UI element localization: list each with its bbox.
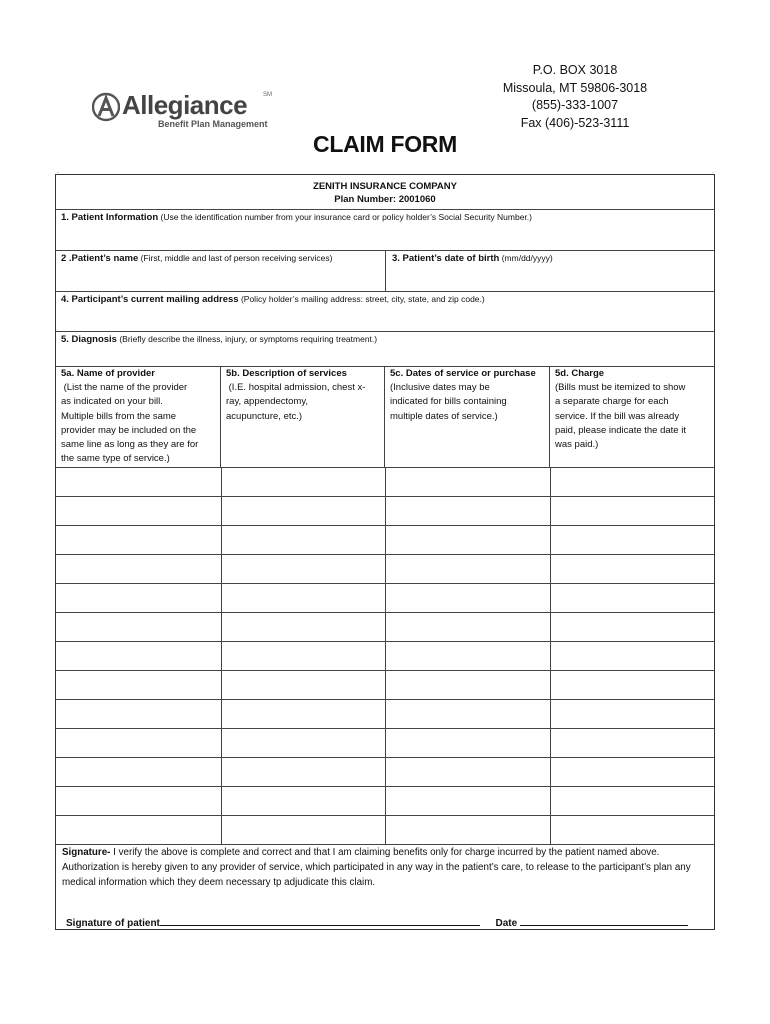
table-row: [56, 526, 714, 555]
column-note: Multiple bills from the same: [61, 410, 177, 422]
table-row: [56, 497, 714, 526]
description-cell[interactable]: [221, 497, 386, 525]
description-cell[interactable]: [221, 526, 386, 554]
charge-column-header: [550, 367, 714, 467]
provider-cell[interactable]: [56, 787, 222, 815]
provider-cell[interactable]: [56, 526, 222, 554]
table-row: [56, 700, 714, 729]
description-cell[interactable]: [221, 555, 386, 583]
patient-information-field[interactable]: [56, 210, 714, 251]
charge-cell[interactable]: [550, 497, 714, 525]
provider-cell[interactable]: [56, 816, 222, 844]
mailing-address: [475, 62, 675, 132]
description-cell[interactable]: [221, 729, 386, 757]
dates-cell[interactable]: [385, 787, 551, 815]
charge-cell[interactable]: [550, 816, 714, 844]
provider-cell[interactable]: [56, 700, 222, 728]
company-name: ZENITH INSURANCE COMPANY: [313, 181, 457, 192]
field-label: 5. Diagnosis: [61, 334, 117, 345]
column-note: multiple dates of service.): [390, 410, 498, 422]
field-hint: (Use the identification number from your insurance card or policy holder’s Social Security Number.): [160, 212, 532, 222]
column-note: paid, please indicate the date it: [555, 424, 686, 436]
description-cell[interactable]: [221, 642, 386, 670]
dates-cell[interactable]: [385, 700, 551, 728]
dates-cell[interactable]: [385, 584, 551, 612]
dates-cell[interactable]: [385, 758, 551, 786]
charge-cell[interactable]: [550, 758, 714, 786]
column-note: acupuncture, etc.): [226, 410, 303, 422]
column-note: the same type of service.): [61, 453, 170, 465]
dates-cell[interactable]: [385, 613, 551, 641]
field-label: 1. Patient Information: [61, 212, 159, 223]
description-cell[interactable]: [221, 468, 386, 496]
logo-subtitle: Benefit Plan Management: [158, 119, 268, 129]
field-label: 4. Participant’s current mailing address: [61, 294, 239, 305]
description-cell[interactable]: [221, 758, 386, 786]
column-note: (Bills must be itemized to show: [555, 382, 686, 394]
description-cell[interactable]: [221, 816, 386, 844]
address-line: P.O. BOX 3018: [532, 63, 618, 77]
field-hint: (Briefly describe the illness, injury, or symptoms requiring treatment.): [119, 334, 378, 344]
description-cell[interactable]: [221, 613, 386, 641]
corner-dot: .: [712, 166, 715, 175]
provider-cell[interactable]: [56, 468, 222, 496]
column-heading: 5a. Name of provider: [61, 368, 155, 379]
provider-column-header: [56, 367, 221, 467]
field-hint: (mm/dd/yyyy): [501, 253, 553, 263]
field-hint: (First, middle and last of person receiving services): [140, 253, 333, 263]
form-header: [56, 175, 714, 210]
corner-dot: .: [57, 166, 60, 175]
page-title: CLAIM FORM: [313, 131, 457, 157]
table-row: [56, 642, 714, 671]
patient-dob-field[interactable]: [387, 251, 717, 266]
provider-cell[interactable]: [56, 584, 222, 612]
dates-cell[interactable]: [385, 816, 551, 844]
patient-name-dob-row: [56, 251, 714, 292]
table-row: [56, 729, 714, 758]
table-row: [56, 555, 714, 584]
column-note: same line as long as they are for: [61, 439, 199, 451]
column-note: (I.E. hospital admission, chest x-: [226, 382, 366, 394]
dates-cell[interactable]: [385, 555, 551, 583]
allegiance-a-icon: [92, 92, 120, 122]
description-cell[interactable]: [221, 700, 386, 728]
provider-cell[interactable]: [56, 758, 222, 786]
date-label: Date: [495, 918, 518, 929]
signature-statement: I verify the above is complete and correct and that I am claiming benefits only for charge incurred by the patient named above. Authorization is hereby given to any provider of service, which participated in any way in the patient’s care, to release to the participant’s plan any medical information which they deem necessary tp adjudicate this claim.: [62, 847, 691, 888]
column-divider: [385, 251, 386, 291]
description-column-header: [221, 367, 385, 467]
column-note: (Inclusive dates may be: [390, 382, 490, 394]
table-row: [56, 584, 714, 613]
field-label: 2 .Patient’s name: [61, 253, 139, 264]
provider-cell[interactable]: [56, 642, 222, 670]
signature-line: [66, 915, 688, 931]
charge-cell[interactable]: [550, 526, 714, 554]
table-row: [56, 816, 714, 845]
column-note: was paid.): [555, 439, 599, 451]
description-cell[interactable]: [221, 584, 386, 612]
signature-patient-label: Signature of patient: [66, 918, 160, 929]
column-note: as indicated on your bill.: [61, 396, 163, 408]
allegiance-logo: [92, 90, 272, 134]
provider-cell[interactable]: [56, 729, 222, 757]
provider-cell[interactable]: [56, 671, 222, 699]
column-note: indicated for bills containing: [390, 396, 507, 408]
dates-cell[interactable]: [385, 671, 551, 699]
charge-cell[interactable]: [550, 700, 714, 728]
diagnosis-field[interactable]: [56, 332, 714, 367]
address-line: Fax (406)-523-3111: [520, 115, 630, 130]
logo-wordmark: Allegiance: [122, 90, 248, 120]
column-note: a separate charge for each: [555, 396, 669, 408]
description-cell[interactable]: [221, 671, 386, 699]
field-hint: (Policy holder’s mailing address: street, city, state, and zip code.): [240, 294, 485, 304]
charge-cell[interactable]: [550, 787, 714, 815]
table-row: [56, 787, 714, 816]
signature-lead: Signature-: [62, 847, 111, 858]
signature-date-input[interactable]: [520, 915, 688, 926]
table-row: [56, 468, 714, 497]
patient-name-field[interactable]: [56, 251, 386, 266]
logo-trademark: SM: [263, 92, 272, 98]
provider-cell[interactable]: [56, 555, 222, 583]
charge-cell[interactable]: [550, 729, 714, 757]
mailing-address-field[interactable]: [56, 292, 714, 332]
address-line: Missoula, MT 59806-3018: [502, 80, 648, 95]
charge-cell[interactable]: [550, 555, 714, 583]
table-row: [56, 671, 714, 700]
dates-cell[interactable]: [385, 526, 551, 554]
dates-cell[interactable]: [385, 729, 551, 757]
plan-number: Plan Number: 2001060: [334, 194, 436, 205]
column-note: (List the name of the provider: [61, 382, 188, 394]
column-note: service. If the bill was already: [555, 410, 680, 422]
column-heading: 5b. Description of services: [226, 368, 347, 379]
services-header-row: [56, 367, 714, 468]
column-heading: 5d. Charge: [555, 368, 605, 379]
charge-cell[interactable]: [550, 613, 714, 641]
claim-form: [55, 174, 715, 930]
field-label: 3. Patient’s date of birth: [392, 253, 500, 264]
table-row: [56, 758, 714, 787]
column-note: provider may be included on the: [61, 424, 197, 436]
column-note: ray, appendectomy,: [226, 396, 309, 408]
dates-column-header: [385, 367, 550, 467]
dates-cell[interactable]: [385, 497, 551, 525]
signature-patient-input[interactable]: [160, 915, 480, 926]
charge-cell[interactable]: [550, 584, 714, 612]
charge-cell[interactable]: [550, 671, 714, 699]
provider-cell[interactable]: [56, 613, 222, 641]
address-line: (855)-333-1007: [531, 98, 619, 112]
description-cell[interactable]: [221, 787, 386, 815]
signature-section: [56, 844, 714, 929]
table-row: [56, 613, 714, 642]
dates-cell[interactable]: [385, 468, 551, 496]
dates-cell[interactable]: [385, 642, 551, 670]
charge-cell[interactable]: [550, 642, 714, 670]
charge-cell[interactable]: [550, 468, 714, 496]
column-heading: 5c. Dates of service or purchase: [390, 368, 536, 379]
provider-cell[interactable]: [56, 497, 222, 525]
